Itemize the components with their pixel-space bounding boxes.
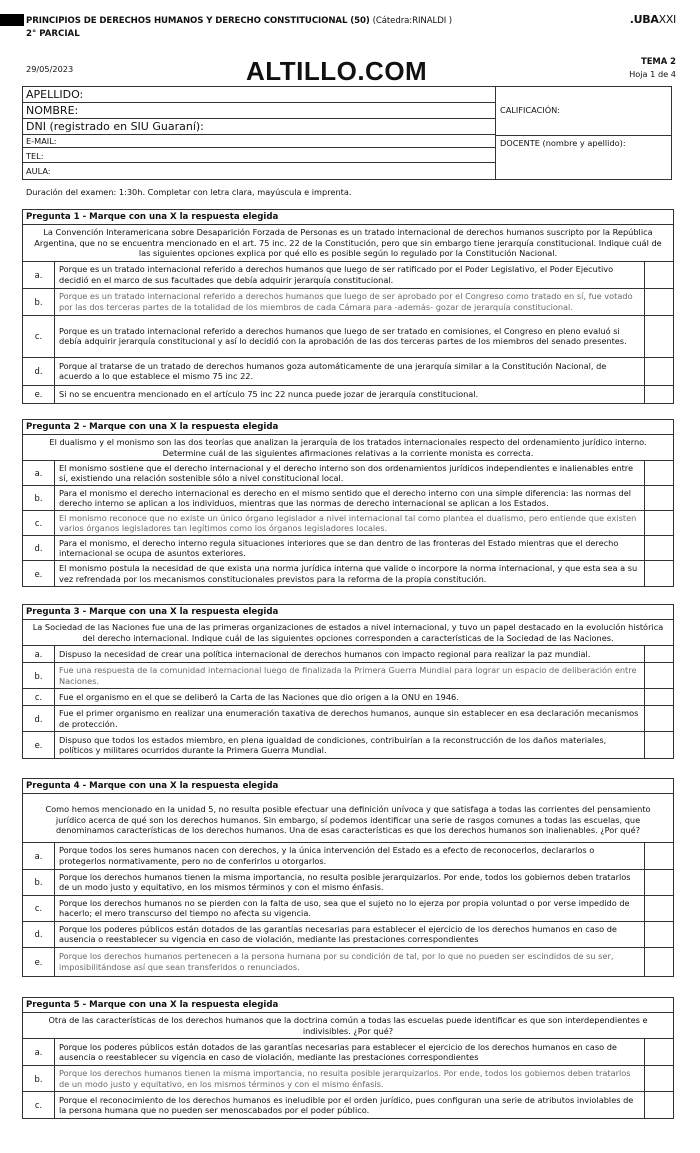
option-letter: b. <box>23 663 55 688</box>
calificacion-label: CALIFICACIÓN: <box>500 105 561 115</box>
answer-checkbox[interactable] <box>644 1066 673 1091</box>
answer-checkbox[interactable] <box>644 561 673 586</box>
option-row <box>23 262 673 289</box>
answer-checkbox[interactable] <box>644 646 673 662</box>
option-letter: a. <box>23 461 55 485</box>
option-text: Dispuso que todos los estados miembro, en plena igualdad de condiciones, contribuirían a la reconstrucción de los daños materiales, políticos y militares ocurridos durante la Primera Guerra Mundial. <box>59 734 607 755</box>
question-header: Pregunta 5 - Marque con una X la respuesta elegida <box>23 998 673 1013</box>
docente-label: DOCENTE (nombre y apellido): <box>500 138 626 148</box>
question-stem: El dualismo y el monismo son las dos teorías que analizan la jerarquía de los tratados internacionales respecto del ordenamiento jurídico interno. Determine cuál de las siguientes afirmaciones relativas a la corriente monista es correcta. <box>23 435 673 461</box>
option-text: Porque los derechos humanos tienen la misma importancia, no resulta posible jerarquizarlos. Por ende, todos los gobiernos deben tratarlos de un modo justo y equitativo, en los mismos términos y con el mismo énfasis. <box>59 1068 631 1089</box>
question-2 <box>22 419 674 587</box>
question-stem: Como hemos mencionado en la unidad 5, no resulta posible efectuar una definición unívoca y que satisfaga a todas las corrientes del pensamiento jurídico acerca de qué son los derechos humanos. Sin embargo, sí podemos identificar una serie de rasgos comunes a todas las escuelas, que denominamos características de los derechos humanos. Una de esas características es que los derechos humanos son inalienables. ¿Por qué? <box>23 794 673 843</box>
option-letter: d. <box>23 706 55 731</box>
page-counter: Hoja 1 de 4 <box>629 69 676 79</box>
tel-field[interactable]: TEL: <box>23 150 495 163</box>
header-redaction-bar <box>0 14 24 26</box>
option-text: Porque los poderes públicos están dotados de las garantías necesarias para establecer el ejercicio de los derechos humanos en caso de ausencia o reestablecer su vigencia en caso de violación, mediante las prestaciones correspondientes <box>59 923 617 944</box>
email-field[interactable]: E-MAIL: <box>23 135 495 148</box>
option-letter: c. <box>23 689 55 705</box>
question-header: Pregunta 2 - Marque con una X la respuesta elegida <box>23 420 673 435</box>
option-text: El monismo postula la necesidad de que exista una norma jurídica interna que valide o incorpore la norma internacional, y que esta sea a su vez refrendada por los mecanismos constitucionales previstos para la reforma de la propia constitución. <box>59 563 638 584</box>
option-text: Porque es un tratado internacional referido a derechos humanos que luego de ser tratado en comisiones, el Congreso en pleno evaluó si debía adquirir jerarquía constitucional y así lo decidió con la aprobación de las dos terceras partes de los miembros del senado presentes. <box>59 325 627 346</box>
option-row <box>23 732 673 758</box>
question-header: Pregunta 4 - Marque con una X la respuesta elegida <box>23 779 673 794</box>
answer-checkbox[interactable] <box>644 461 673 485</box>
answer-checkbox[interactable] <box>644 316 673 357</box>
option-text: Porque el reconocimiento de los derechos humanos es ineludible por el orden jurídico, pues configuran una serie de atributos inviolables de la persona humana que no pueden ser menoscabados por el poder público. <box>59 1094 634 1115</box>
question-stem: La Convención Interamericana sobre Desaparición Forzada de Personas es un tratado internacional de derechos humanos suscripto por la República Argentina, que no se encuentra mencionado en el art. 75 inc. 22 de la Constitución, pero que sin embargo tiene jerarquía constitucional. Indique cuál de las siguientes opciones explica por qué ello es posible según lo regulado por la Constitución Nacional. <box>23 225 673 262</box>
option-text: Porque los derechos humanos tienen la misma importancia, no resulta posible jerarquizarlos. Por ende, todos los gobiernos deben tratarlos de un modo justo y equitativo, en los mismos términos y con el mismo énfasis. <box>59 871 631 892</box>
question-1 <box>22 209 674 404</box>
brand-watermark: ALTILLO.COM <box>246 56 428 86</box>
option-letter: c. <box>23 1092 55 1118</box>
answer-checkbox[interactable] <box>644 289 673 315</box>
option-letter: c. <box>23 511 55 535</box>
option-text: Fue el primer organismo en realizar una enumeración taxativa de derechos humanos, aunque sin establecer en esa declaración mecanismos de protección. <box>59 708 639 729</box>
exam-type: 2° PARCIAL <box>26 29 80 39</box>
option-row <box>23 561 673 586</box>
option-letter: b. <box>23 870 55 895</box>
option-text: Para el monismo, el derecho interno regula situaciones interiores que se dan dentro de las fronteras del Estado mientras que el derecho internacional se ocupa de asuntos exteriores. <box>59 537 619 558</box>
option-text: Para el monismo el derecho internacional es derecho en el mismo sentido que el derecho interno con una simple diferencia: las normas del derecho interno se aplican a los individuos, mientras que las normas de derecho internacional se aplican a los Estados. <box>59 487 632 508</box>
question-4 <box>22 778 674 977</box>
option-text: Porque los derechos humanos pertenecen a la persona humana por su condición de tal, por lo que no pueden ser escindidos de su ser, imposibilitándose así que sean transferidos o renunciados. <box>59 951 614 972</box>
option-text: Porque es un tratado internacional referido a derechos humanos que luego de ser ratificado por el Poder Legislativo, el Poder Ejecutivo decidió en el marco de sus facultades que debía adquirir jerarquía constitucional. <box>59 264 614 285</box>
option-letter: b. <box>23 289 55 315</box>
option-text: Porque al tratarse de un tratado de derechos humanos goza automáticamente de una jerarquía similar a la Constitución Nacional, de acuerdo a lo que establece el mismo 75 inc 22. <box>59 360 607 381</box>
option-text: Porque todos los seres humanos nacen con derechos, y la única intervención del Estado es a efecto de reconocerlos, declararlos o protegerlos normativamente, pero no de conferirlos u otorgarlos. <box>59 845 595 866</box>
option-row <box>23 1066 673 1092</box>
answer-checkbox[interactable] <box>644 689 673 705</box>
option-letter: e. <box>23 948 55 976</box>
answer-checkbox[interactable] <box>644 896 673 921</box>
catedra: (Cátedra:RINALDI ) <box>372 16 453 26</box>
option-text: Dispuso la necesidad de crear una política internacional de derechos humanos con impacto regional para realizar la paz mundial. <box>59 648 591 659</box>
option-letter: a. <box>23 262 55 288</box>
option-row <box>23 316 673 358</box>
answer-checkbox[interactable] <box>644 511 673 535</box>
question-header: Pregunta 3 - Marque con una X la respuesta elegida <box>23 605 673 620</box>
option-letter: b. <box>23 486 55 510</box>
answer-checkbox[interactable] <box>644 843 673 869</box>
option-text: Fue el organismo en el que se deliberó la Carta de las Naciones que dio origen a la ONU en 1946. <box>59 691 459 702</box>
option-row <box>23 948 673 976</box>
option-row <box>23 1039 673 1066</box>
id-fields <box>23 87 496 179</box>
nombre-field[interactable]: NOMBRE: <box>23 103 495 119</box>
duration-note: Duración del examen: 1:30h. Completar con letra clara, mayúscula e imprenta. <box>26 187 352 197</box>
answer-checkbox[interactable] <box>644 386 673 403</box>
question-header: Pregunta 1 - Marque con una X la respuesta elegida <box>23 210 673 225</box>
exam-date: 29/05/2023 <box>26 64 74 74</box>
option-letter: e. <box>23 561 55 586</box>
option-row <box>23 843 673 870</box>
option-letter: d. <box>23 358 55 385</box>
uba-logo: .UBAXXI <box>629 13 676 26</box>
option-text: El monismo reconoce que no existe un único órgano legislador a nivel internacional tal como plantea el dualismo, pero entiende que existen varios órganos legisladores tan legítimos como los órganos legisladores locales. <box>59 512 637 533</box>
question-5 <box>22 997 674 1119</box>
question-stem: La Sociedad de las Naciones fue una de las primeras organizaciones de estados a nivel internacional, y tuvo un papel destacado en la evolución histórica del derecho internacional. Indique cuál de las siguientes opciones corresponden a características de la Sociedad de las Naciones. <box>23 620 673 646</box>
option-row <box>23 486 673 511</box>
answer-checkbox[interactable] <box>644 536 673 560</box>
option-row <box>23 386 673 403</box>
question-stem: Otra de las características de los derechos humanos que la doctrina común a todas las escuelas puede identificar es que son interdependientes e indivisibles. ¿Por qué? <box>23 1013 673 1039</box>
answer-checkbox[interactable] <box>644 948 673 976</box>
course-title: PRINCIPIOS DE DERECHOS HUMANOS Y DERECHO CONSTITUCIONAL (50) (Cátedra:RINALDI ) <box>26 16 453 26</box>
option-row <box>23 896 673 922</box>
answer-checkbox[interactable] <box>644 262 673 288</box>
answer-checkbox[interactable] <box>644 1092 673 1118</box>
option-letter: a. <box>23 1039 55 1065</box>
answer-checkbox[interactable] <box>644 663 673 688</box>
option-row <box>23 922 673 948</box>
option-text: El monismo sostiene que el derecho internacional y el derecho interno son dos ordenamientos jurídicos independientes e inalienables entre sí, existiendo una relación sostenible sólo a nivel constitucional local. <box>59 462 634 483</box>
option-row <box>23 646 673 663</box>
option-text: Porque los derechos humanos no se pierden con la falta de uso, sea que el sujeto no lo ejerza por propia voluntad o por verse impedido de hacerlo; el mero transcurso del tiempo no afecta su vigencia. <box>59 897 630 918</box>
calificacion-box <box>496 87 671 136</box>
answer-checkbox[interactable] <box>644 1039 673 1065</box>
option-text: Si no se encuentra mencionado en el artículo 75 inc 22 nunca puede jozar de jerarquía constitucional. <box>59 388 479 399</box>
answer-checkbox[interactable] <box>644 706 673 731</box>
question-3 <box>22 604 674 759</box>
option-row <box>23 511 673 536</box>
option-row <box>23 706 673 732</box>
apellido-field[interactable]: APELLIDO: <box>23 87 495 103</box>
option-letter: e. <box>23 732 55 758</box>
option-letter: c. <box>23 896 55 921</box>
option-row <box>23 461 673 486</box>
option-letter: b. <box>23 1066 55 1091</box>
aula-field[interactable]: AULA: <box>26 166 51 176</box>
answer-checkbox[interactable] <box>644 870 673 895</box>
answer-checkbox[interactable] <box>644 922 673 947</box>
option-row <box>23 289 673 316</box>
answer-checkbox[interactable] <box>644 358 673 385</box>
option-letter: a. <box>23 843 55 869</box>
option-row <box>23 663 673 689</box>
option-row <box>23 689 673 706</box>
option-row <box>23 870 673 896</box>
option-row <box>23 358 673 386</box>
option-letter: c. <box>23 316 55 357</box>
option-letter: d. <box>23 536 55 560</box>
option-text: Porque los poderes públicos están dotados de las garantías necesarias para establecer el ejercicio de los derechos humanos en caso de ausencia o reestablecer su vigencia en caso de violación, mediante las prestaciones correspondientes <box>59 1041 617 1062</box>
answer-checkbox[interactable] <box>644 732 673 758</box>
option-letter: e. <box>23 386 55 403</box>
student-id-form <box>22 86 672 180</box>
option-letter: d. <box>23 922 55 947</box>
tema-label: TEMA 2 <box>641 56 676 66</box>
answer-checkbox[interactable] <box>644 486 673 510</box>
option-text: Fue una respuesta de la comunidad internacional luego de finalizada la Primera Guerra Mundial para lograr un espacio de deliberación entre Naciones. <box>59 665 637 686</box>
option-row <box>23 1092 673 1118</box>
option-text: Porque es un tratado internacional referido a derechos humanos que luego de ser aprobado por el Congreso como tratado en sí, fue votado por las dos terceras partes de la totalidad de los miembros de cada Cámara para -además- gozar de jerarquía constitucional. <box>59 291 633 312</box>
option-row <box>23 536 673 561</box>
option-letter: a. <box>23 646 55 662</box>
dni-field[interactable]: DNI (registrado en SIU Guaraní): <box>23 119 495 135</box>
